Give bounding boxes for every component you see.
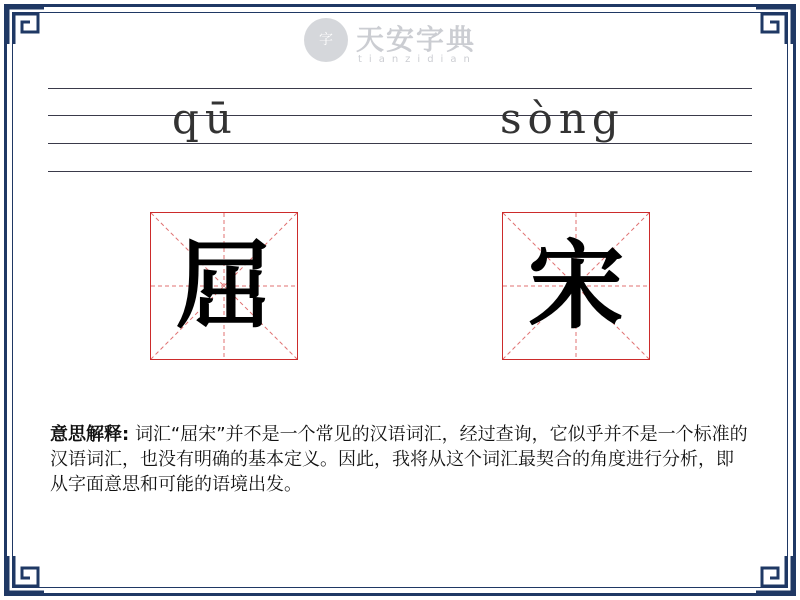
- pinyin-second: sòng: [500, 94, 625, 143]
- meaning-label: 意思解释:: [50, 424, 130, 445]
- ruled-line: [48, 115, 752, 116]
- character-second: 宋: [528, 230, 624, 342]
- corner-ornament-top-left: [6, 6, 46, 46]
- ruled-line: [48, 143, 752, 144]
- ruled-line: [48, 171, 752, 172]
- meaning-text: 词汇“屈宋”并不是一个常见的汉语词汇，经过查询，它似乎并不是一个标准的汉语词汇，也没有明确的基本定义。因此，我将从这个词汇最契合的角度进行分析，即从字面意思和可能的语境出发。: [50, 424, 748, 495]
- logo-emblem: 字: [304, 18, 348, 62]
- pinyin-first: qū: [172, 94, 238, 143]
- character-first: 屈: [176, 230, 272, 342]
- meaning-paragraph: [50, 422, 750, 497]
- character-grid-second: [502, 212, 650, 360]
- corner-ornament-top-right: [754, 6, 794, 46]
- corner-ornament-bottom-right: [754, 554, 794, 594]
- logo-subtitle: tianzidian: [358, 54, 477, 65]
- corner-ornament-bottom-left: [6, 554, 46, 594]
- pinyin-lines: [48, 88, 752, 172]
- logo-name: 天安字典: [356, 23, 477, 56]
- character-grid-first: [150, 212, 298, 360]
- watermark-logo: [300, 14, 500, 70]
- ruled-line: [48, 88, 752, 89]
